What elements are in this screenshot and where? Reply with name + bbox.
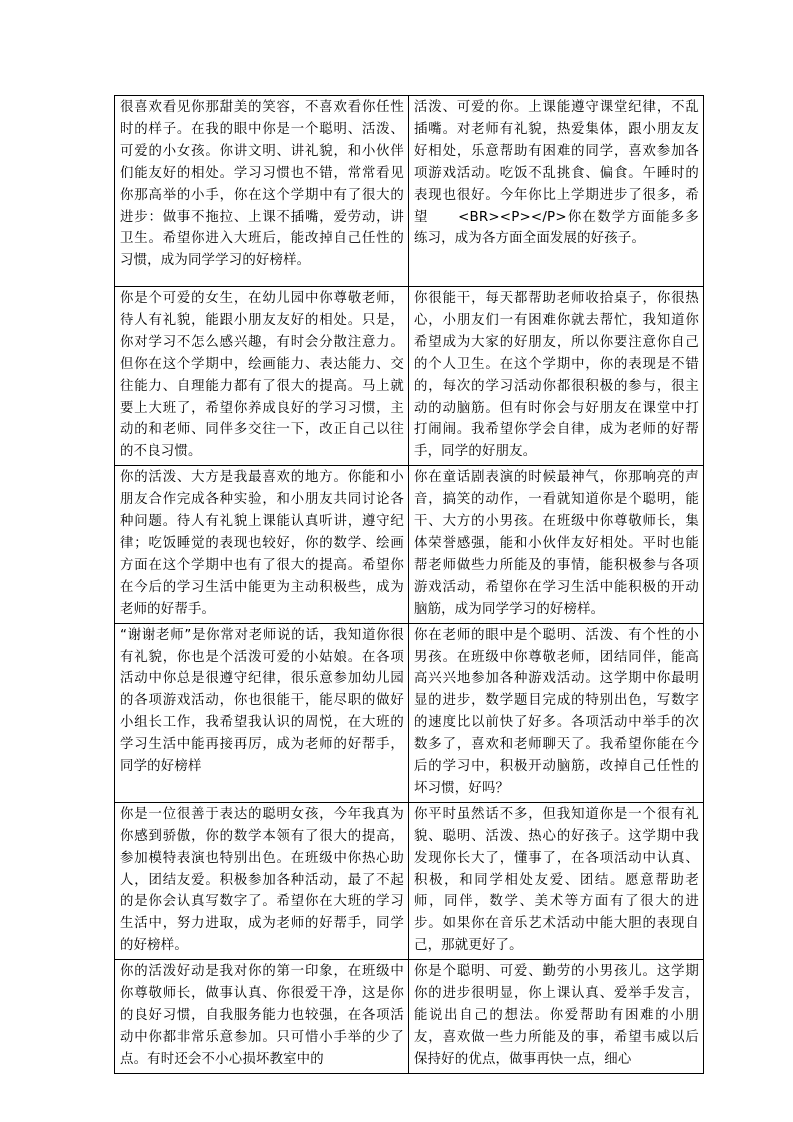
table-row (115, 960, 704, 1074)
table-row (115, 96, 704, 287)
comment-text: 活泼、可爱的你。上课能遵守课堂纪律，不乱插嘴。对老师有礼貌，热爱集体，跟小朋友友好相处，乐意帮助有困难的同学，喜欢参加各项游戏活动。吃饭不乱挑食、偏食。午睡时的表现也很好。今年你比上学期进步了很多，希望 <BR><P></P>你在数学方面能多多练习，成为各方面全面发展的好孩子。 (414, 100, 699, 247)
comment-text: “谢谢老师”是你常对老师说的话，我知道你很有礼貌，你也是个活泼可爱的小姑娘。在各项活动中你总是很遵守纪律，很乐意参加幼儿园的各项游戏活动，你也很能干，能尽职的做好小组长工作，我希望我认识的周悦，在大班的学习生活中能再接再厉，成为老师的好帮手，同学的好榜样 (120, 627, 404, 775)
comment-cell-right (409, 287, 704, 466)
comment-cell-left (115, 287, 409, 466)
comment-text: 你的活泼、大方是我最喜欢的地方。你能和小朋友合作完成各种实验，和小朋友共同讨论各种问题。待人有礼貌上课能认真听讲，遵守纪律；吃饭睡觉的表现也较好，你的数学、绘画方面在这个学期中也有了很大的提高。希望你在今后的学习生活中能更为主动积极些，成为老师的好帮手。 (120, 470, 404, 617)
comment-text: 你是个聪明、可爱、勤劳的小男孩儿。这学期你的进步很明显，你上课认真、爱举手发言，能说出自己的想法。你爱帮助有困难的小朋友，喜欢做一些力所能及的事，希望韦威以后保持好的优点，做事再快一点，细心 (414, 964, 699, 1067)
comment-cell-left (115, 96, 409, 287)
comment-text: 你很能干，每天都帮助老师收拾桌子，你很热心，小朋友们一有困难你就去帮忙，我知道你希望成为大家的好朋友，所以你要注意你自己的个人卫生。在这个学期中，你的表现是不错的，每次的学习活动你都很积极的参与，很主动的动脑筋。但有时你会与好朋友在课堂中打打闹闹。我希望你学会自律，成为老师的好帮手，同学的好朋友。 (414, 291, 699, 460)
comment-text: 你的活泼好动是我对你的第一印象，在班级中你尊敬师长，做事认真、你很爱干净，这是你的良好习惯，自我服务能力也较强，在各项活动中你都非常乐意参加。只可惜小手举的少了点。有时还会不小心损坏教室中的 (120, 964, 404, 1067)
table-row (115, 287, 704, 466)
comment-cell-left (115, 466, 409, 623)
comment-cell-right (409, 96, 704, 287)
comment-text: 很喜欢看见你那甜美的笑容，不喜欢看你任性时的样子。在我的眼中你是一个聪明、活泼、可爱的小女孩。你讲文明、讲礼貌，和小伙伴们能友好的相处。学习习惯也不错，常常看见你那高举的小手，你在这个学期中有了很大的进步：做事不拖拉、上课不插嘴，爱劳动，讲卫生。希望你进入大班后，能改掉自己任性的习惯，成为同学学习的好榜样。 (120, 100, 404, 269)
comment-cell-right (409, 623, 704, 802)
comment-text: 你是个可爱的女生，在幼儿园中你尊敬老师，待人有礼貌，能跟小朋友友好的相处。只是，你对学习不怎么感兴趣，有时会分散注意力。但你在这个学期中，绘画能力、表达能力、交往能力、自理能力都有了很大的提高。马上就要上大班了，希望你养成良好的学习习惯，主动的和老师、同伴多交往一下，改正自己以往的不良习惯。 (120, 291, 404, 460)
comment-cell-right (409, 802, 704, 959)
comment-cell-left (115, 802, 409, 959)
comment-cell-right (409, 960, 704, 1074)
comment-cell-right (409, 466, 704, 623)
comment-text: 你在老师的眼中是个聪明、活泼、有个性的小男孩。在班级中你尊敬老师，团结同伴，能高高兴兴地参加各种游戏活动。这学期中你最明显的进步，数学题目完成的特别出色，写数字的速度比以前快了好多。各项活动中举手的次数多了，喜欢和老师聊天了。我希望你能在今后的学习中，积极开动脑筋，改掉自己任性的坏习惯，好吗？ (414, 627, 699, 796)
comment-cell-left (115, 623, 409, 802)
comment-text: 你平时虽然话不多，但我知道你是一个很有礼貌、聪明、活泼、热心的好孩子。这学期中我发现你长大了，懂事了，在各项活动中认真、积极，和同学相处友爱、团结。愿意帮助老师，同伴，数学、美术等方面有了很大的进步。如果你在音乐艺术活动中能大胆的表现自己，那就更好了。 (414, 806, 699, 954)
comment-cell-left (115, 960, 409, 1074)
table-row (115, 466, 704, 623)
teacher-comments-table (114, 95, 704, 1074)
table-row (115, 623, 704, 802)
comment-text: 你在童话剧表演的时候最神气，你那响亮的声音，搞笑的动作，一看就知道你是个聪明，能干、大方的小男孩。在班级中你尊敬师长，集体荣誉感强，能和小伙伴友好相处。平时也能帮老师做些力所能及的事情，能积极参与各项游戏活动，希望你在学习生活中能积极的开动脑筋，成为同学学习的好榜样。 (414, 470, 699, 617)
table-row (115, 802, 704, 959)
comment-text: 你是一位很善于表达的聪明女孩，今年我真为你感到骄傲，你的数学本领有了很大的提高，参加模特表演也特别出色。在班级中你热心助人，团结友爱。积极参加各种活动，最了不起的是你会认真写数字了。希望你在大班的学习生活中，努力进取，成为老师的好帮手，同学的好榜样。 (120, 806, 404, 954)
